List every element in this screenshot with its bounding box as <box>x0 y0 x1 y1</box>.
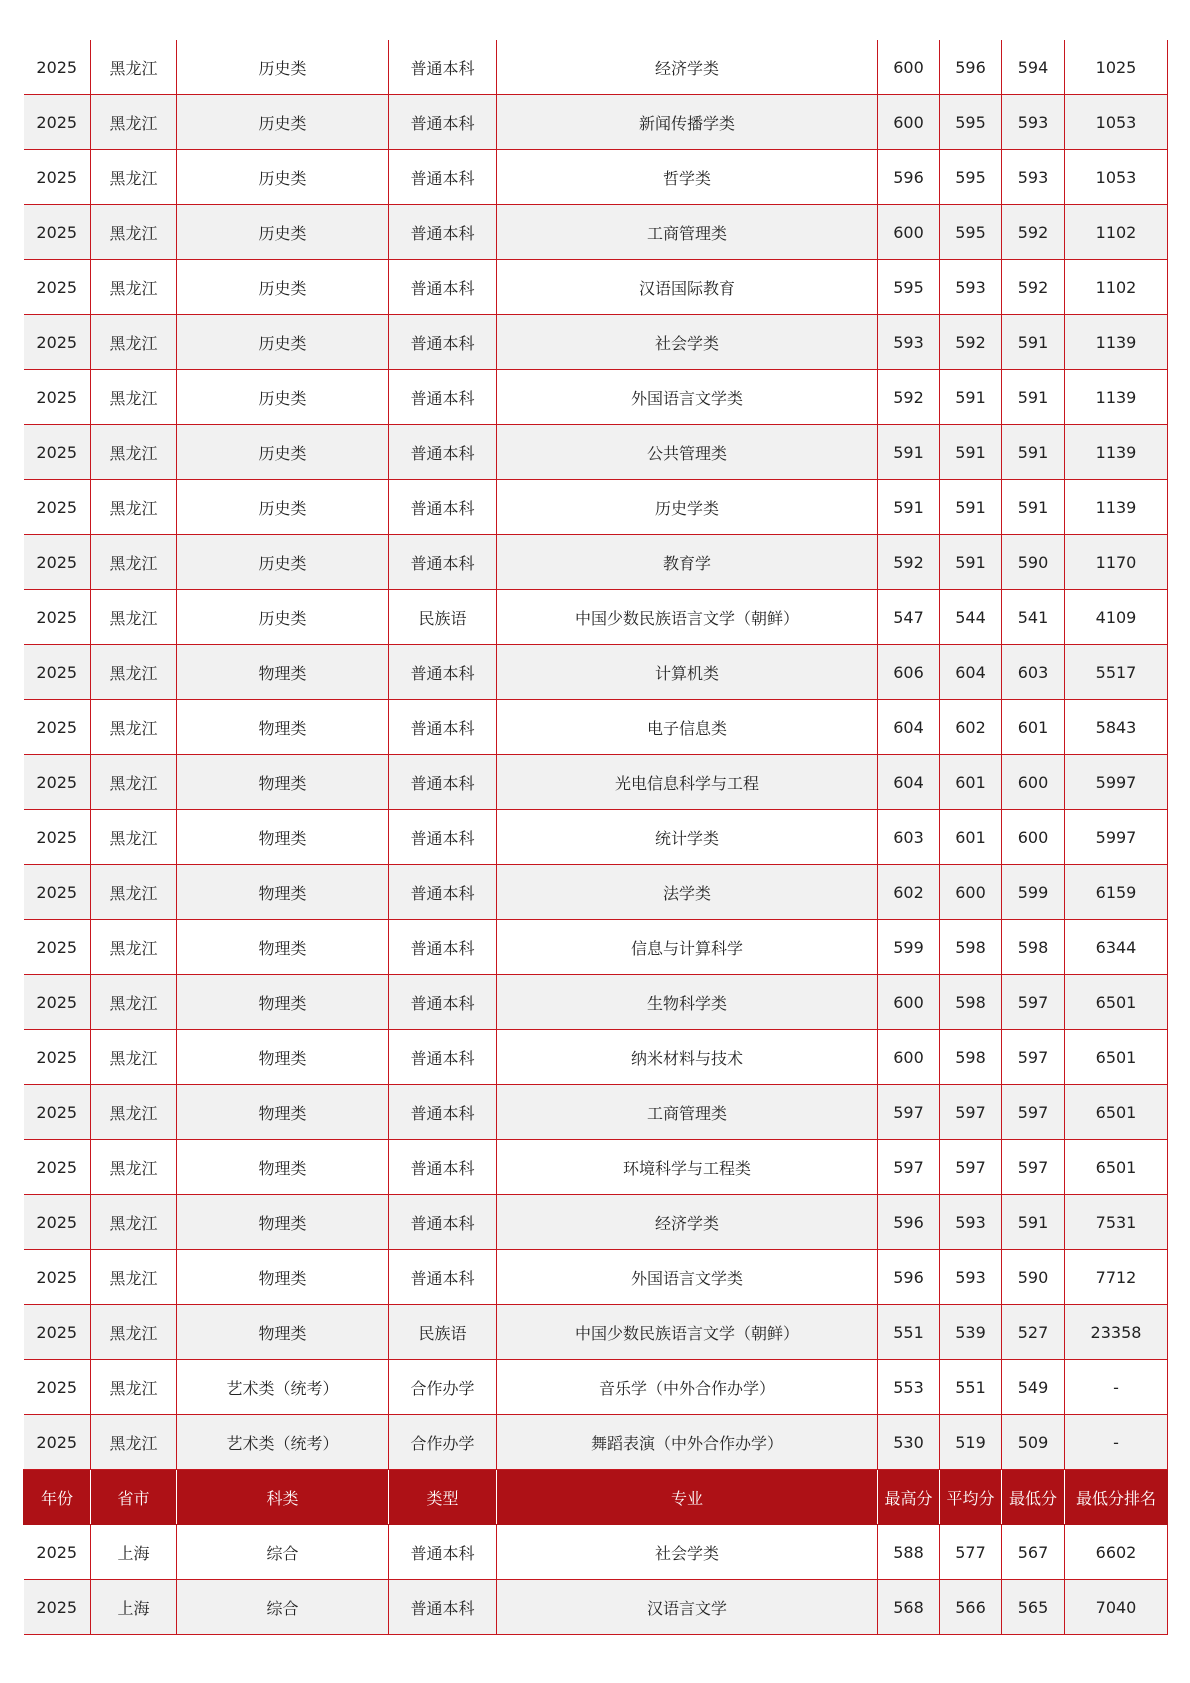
max-score-cell: 591 <box>878 480 940 535</box>
year-cell: 2025 <box>24 1415 91 1470</box>
max-score-cell: 600 <box>878 40 940 95</box>
table-row <box>24 1140 1168 1195</box>
year-cell: 2025 <box>24 95 91 150</box>
major-cell: 生物科学类 <box>497 975 878 1030</box>
year-cell: 2025 <box>24 645 91 700</box>
header-max-score: 最高分 <box>878 1470 940 1525</box>
subject-category-cell: 历史类 <box>177 315 389 370</box>
table-row <box>24 1195 1168 1250</box>
table-row <box>24 370 1168 425</box>
year-cell: 2025 <box>24 1360 91 1415</box>
year-cell: 2025 <box>24 535 91 590</box>
header-min-score: 最低分 <box>1002 1470 1065 1525</box>
subject-category-cell: 物理类 <box>177 645 389 700</box>
province-cell: 黑龙江 <box>91 315 177 370</box>
min-rank-cell: 6501 <box>1065 1140 1168 1195</box>
major-cell: 工商管理类 <box>497 205 878 260</box>
max-score-cell: 600 <box>878 1030 940 1085</box>
avg-score-cell: 593 <box>940 260 1002 315</box>
type-cell: 普通本科 <box>389 1195 497 1250</box>
subject-category-cell: 物理类 <box>177 1195 389 1250</box>
major-cell: 新闻传播学类 <box>497 95 878 150</box>
type-cell: 普通本科 <box>389 315 497 370</box>
type-cell: 普通本科 <box>389 1250 497 1305</box>
major-cell: 音乐学（中外合作办学） <box>497 1360 878 1415</box>
year-cell: 2025 <box>24 590 91 645</box>
type-cell: 普通本科 <box>389 1030 497 1085</box>
province-cell: 黑龙江 <box>91 1085 177 1140</box>
table-row <box>24 1030 1168 1085</box>
max-score-cell: 597 <box>878 1085 940 1140</box>
min-score-cell: 527 <box>1002 1305 1065 1360</box>
avg-score-cell: 598 <box>940 975 1002 1030</box>
min-score-cell: 565 <box>1002 1580 1065 1635</box>
province-cell: 黑龙江 <box>91 150 177 205</box>
avg-score-cell: 600 <box>940 865 1002 920</box>
type-cell: 普通本科 <box>389 1085 497 1140</box>
year-cell: 2025 <box>24 1085 91 1140</box>
type-cell: 普通本科 <box>389 370 497 425</box>
subject-category-cell: 物理类 <box>177 755 389 810</box>
major-cell: 外国语言文学类 <box>497 370 878 425</box>
year-cell: 2025 <box>24 1525 91 1580</box>
admission-scores-table <box>23 40 1168 1635</box>
max-score-cell: 553 <box>878 1360 940 1415</box>
major-cell: 电子信息类 <box>497 700 878 755</box>
min-rank-cell: 1139 <box>1065 480 1168 535</box>
avg-score-cell: 551 <box>940 1360 1002 1415</box>
table-row <box>24 150 1168 205</box>
max-score-cell: 593 <box>878 315 940 370</box>
year-cell: 2025 <box>24 1140 91 1195</box>
table-row <box>24 755 1168 810</box>
subject-category-cell: 物理类 <box>177 810 389 865</box>
avg-score-cell: 591 <box>940 535 1002 590</box>
major-cell: 统计学类 <box>497 810 878 865</box>
max-score-cell: 588 <box>878 1525 940 1580</box>
type-cell: 合作办学 <box>389 1360 497 1415</box>
province-cell: 黑龙江 <box>91 260 177 315</box>
year-cell: 2025 <box>24 1305 91 1360</box>
type-cell: 普通本科 <box>389 150 497 205</box>
province-cell: 黑龙江 <box>91 755 177 810</box>
max-score-cell: 596 <box>878 1195 940 1250</box>
max-score-cell: 603 <box>878 810 940 865</box>
province-cell: 黑龙江 <box>91 700 177 755</box>
type-cell: 普通本科 <box>389 425 497 480</box>
subject-category-cell: 艺术类（统考） <box>177 1360 389 1415</box>
province-cell: 黑龙江 <box>91 810 177 865</box>
min-score-cell: 593 <box>1002 150 1065 205</box>
year-cell: 2025 <box>24 865 91 920</box>
min-score-cell: 600 <box>1002 755 1065 810</box>
subject-category-cell: 艺术类（统考） <box>177 1415 389 1470</box>
subject-category-cell: 物理类 <box>177 920 389 975</box>
avg-score-cell: 592 <box>940 315 1002 370</box>
table-row <box>24 1415 1168 1470</box>
major-cell: 经济学类 <box>497 1195 878 1250</box>
type-cell: 民族语 <box>389 1305 497 1360</box>
avg-score-cell: 595 <box>940 150 1002 205</box>
min-score-cell: 590 <box>1002 1250 1065 1305</box>
major-cell: 信息与计算科学 <box>497 920 878 975</box>
subject-category-cell: 历史类 <box>177 480 389 535</box>
header-type: 类型 <box>389 1470 497 1525</box>
max-score-cell: 592 <box>878 370 940 425</box>
province-cell: 黑龙江 <box>91 370 177 425</box>
subject-category-cell: 历史类 <box>177 40 389 95</box>
min-rank-cell: 1139 <box>1065 425 1168 480</box>
subject-category-cell: 物理类 <box>177 1030 389 1085</box>
subject-category-cell: 物理类 <box>177 700 389 755</box>
min-rank-cell: 5997 <box>1065 810 1168 865</box>
min-rank-cell: - <box>1065 1360 1168 1415</box>
province-cell: 上海 <box>91 1580 177 1635</box>
province-cell: 黑龙江 <box>91 645 177 700</box>
min-rank-cell: 1053 <box>1065 95 1168 150</box>
min-score-cell: 593 <box>1002 95 1065 150</box>
table-row <box>24 1580 1168 1635</box>
min-score-cell: 592 <box>1002 205 1065 260</box>
type-cell: 普通本科 <box>389 975 497 1030</box>
province-cell: 黑龙江 <box>91 535 177 590</box>
min-score-cell: 509 <box>1002 1415 1065 1470</box>
year-cell: 2025 <box>24 370 91 425</box>
max-score-cell: 595 <box>878 260 940 315</box>
subject-category-cell: 综合 <box>177 1525 389 1580</box>
min-score-cell: 599 <box>1002 865 1065 920</box>
min-rank-cell: 4109 <box>1065 590 1168 645</box>
province-cell: 上海 <box>91 1525 177 1580</box>
avg-score-cell: 593 <box>940 1250 1002 1305</box>
max-score-cell: 591 <box>878 425 940 480</box>
province-cell: 黑龙江 <box>91 1305 177 1360</box>
min-score-cell: 598 <box>1002 920 1065 975</box>
min-score-cell: 594 <box>1002 40 1065 95</box>
max-score-cell: 547 <box>878 590 940 645</box>
min-score-cell: 591 <box>1002 315 1065 370</box>
type-cell: 普通本科 <box>389 95 497 150</box>
min-rank-cell: 1025 <box>1065 40 1168 95</box>
min-rank-cell: 7531 <box>1065 1195 1168 1250</box>
year-cell: 2025 <box>24 205 91 260</box>
year-cell: 2025 <box>24 1030 91 1085</box>
avg-score-cell: 544 <box>940 590 1002 645</box>
major-cell: 舞蹈表演（中外合作办学） <box>497 1415 878 1470</box>
subject-category-cell: 物理类 <box>177 975 389 1030</box>
min-score-cell: 591 <box>1002 480 1065 535</box>
province-cell: 黑龙江 <box>91 1195 177 1250</box>
year-cell: 2025 <box>24 40 91 95</box>
min-score-cell: 592 <box>1002 260 1065 315</box>
avg-score-cell: 519 <box>940 1415 1002 1470</box>
table-row <box>24 1360 1168 1415</box>
max-score-cell: 597 <box>878 1140 940 1195</box>
min-score-cell: 597 <box>1002 1030 1065 1085</box>
avg-score-cell: 598 <box>940 920 1002 975</box>
max-score-cell: 606 <box>878 645 940 700</box>
avg-score-cell: 598 <box>940 1030 1002 1085</box>
table-row <box>24 95 1168 150</box>
min-rank-cell: 5517 <box>1065 645 1168 700</box>
province-cell: 黑龙江 <box>91 920 177 975</box>
min-rank-cell: - <box>1065 1415 1168 1470</box>
min-score-cell: 603 <box>1002 645 1065 700</box>
year-cell: 2025 <box>24 755 91 810</box>
year-cell: 2025 <box>24 700 91 755</box>
avg-score-cell: 602 <box>940 700 1002 755</box>
table-row <box>24 1085 1168 1140</box>
major-cell: 工商管理类 <box>497 1085 878 1140</box>
max-score-cell: 604 <box>878 700 940 755</box>
max-score-cell: 602 <box>878 865 940 920</box>
major-cell: 中国少数民族语言文学（朝鲜） <box>497 590 878 645</box>
max-score-cell: 600 <box>878 975 940 1030</box>
table-row <box>24 315 1168 370</box>
subject-category-cell: 综合 <box>177 1580 389 1635</box>
subject-category-cell: 物理类 <box>177 1140 389 1195</box>
avg-score-cell: 591 <box>940 370 1002 425</box>
avg-score-cell: 601 <box>940 755 1002 810</box>
max-score-cell: 568 <box>878 1580 940 1635</box>
avg-score-cell: 577 <box>940 1525 1002 1580</box>
subject-category-cell: 物理类 <box>177 865 389 920</box>
year-cell: 2025 <box>24 260 91 315</box>
table-row <box>24 425 1168 480</box>
min-rank-cell: 1102 <box>1065 260 1168 315</box>
avg-score-cell: 539 <box>940 1305 1002 1360</box>
table-row <box>24 975 1168 1030</box>
type-cell: 普通本科 <box>389 260 497 315</box>
province-cell: 黑龙江 <box>91 1415 177 1470</box>
min-rank-cell: 6501 <box>1065 1030 1168 1085</box>
major-cell: 汉语国际教育 <box>497 260 878 315</box>
type-cell: 普通本科 <box>389 810 497 865</box>
table-row <box>24 260 1168 315</box>
subject-category-cell: 历史类 <box>177 260 389 315</box>
min-rank-cell: 7040 <box>1065 1580 1168 1635</box>
min-score-cell: 541 <box>1002 590 1065 645</box>
max-score-cell: 600 <box>878 205 940 260</box>
year-cell: 2025 <box>24 1580 91 1635</box>
header-major: 专业 <box>497 1470 878 1525</box>
min-score-cell: 597 <box>1002 1085 1065 1140</box>
year-cell: 2025 <box>24 1195 91 1250</box>
min-score-cell: 600 <box>1002 810 1065 865</box>
major-cell: 环境科学与工程类 <box>497 1140 878 1195</box>
year-cell: 2025 <box>24 920 91 975</box>
min-rank-cell: 1102 <box>1065 205 1168 260</box>
min-rank-cell: 1139 <box>1065 370 1168 425</box>
max-score-cell: 596 <box>878 1250 940 1305</box>
major-cell: 历史学类 <box>497 480 878 535</box>
type-cell: 普通本科 <box>389 865 497 920</box>
max-score-cell: 604 <box>878 755 940 810</box>
table-row <box>24 810 1168 865</box>
year-cell: 2025 <box>24 480 91 535</box>
avg-score-cell: 591 <box>940 480 1002 535</box>
major-cell: 公共管理类 <box>497 425 878 480</box>
type-cell: 普通本科 <box>389 700 497 755</box>
min-rank-cell: 23358 <box>1065 1305 1168 1360</box>
major-cell: 光电信息科学与工程 <box>497 755 878 810</box>
avg-score-cell: 566 <box>940 1580 1002 1635</box>
subject-category-cell: 历史类 <box>177 425 389 480</box>
table-row <box>24 205 1168 260</box>
type-cell: 普通本科 <box>389 480 497 535</box>
type-cell: 普通本科 <box>389 535 497 590</box>
table-row <box>24 920 1168 975</box>
min-rank-cell: 1053 <box>1065 150 1168 205</box>
year-cell: 2025 <box>24 150 91 205</box>
min-rank-cell: 1139 <box>1065 315 1168 370</box>
min-rank-cell: 6344 <box>1065 920 1168 975</box>
type-cell: 普通本科 <box>389 920 497 975</box>
year-cell: 2025 <box>24 425 91 480</box>
header-province: 省市 <box>91 1470 177 1525</box>
table-row <box>24 1525 1168 1580</box>
type-cell: 普通本科 <box>389 1525 497 1580</box>
header-year: 年份 <box>24 1470 91 1525</box>
major-cell: 汉语言文学 <box>497 1580 878 1635</box>
header-min-rank: 最低分排名 <box>1065 1470 1168 1525</box>
province-cell: 黑龙江 <box>91 1030 177 1085</box>
max-score-cell: 600 <box>878 95 940 150</box>
major-cell: 法学类 <box>497 865 878 920</box>
major-cell: 哲学类 <box>497 150 878 205</box>
subject-category-cell: 历史类 <box>177 150 389 205</box>
subject-category-cell: 物理类 <box>177 1305 389 1360</box>
province-cell: 黑龙江 <box>91 205 177 260</box>
table-row <box>24 1250 1168 1305</box>
min-rank-cell: 6602 <box>1065 1525 1168 1580</box>
major-cell: 经济学类 <box>497 40 878 95</box>
major-cell: 社会学类 <box>497 1525 878 1580</box>
min-score-cell: 601 <box>1002 700 1065 755</box>
min-score-cell: 549 <box>1002 1360 1065 1415</box>
min-score-cell: 591 <box>1002 370 1065 425</box>
subject-category-cell: 历史类 <box>177 205 389 260</box>
min-score-cell: 591 <box>1002 1195 1065 1250</box>
province-cell: 黑龙江 <box>91 95 177 150</box>
subject-category-cell: 历史类 <box>177 370 389 425</box>
province-cell: 黑龙江 <box>91 865 177 920</box>
province-cell: 黑龙江 <box>91 40 177 95</box>
major-cell: 外国语言文学类 <box>497 1250 878 1305</box>
subject-category-cell: 物理类 <box>177 1250 389 1305</box>
min-rank-cell: 6159 <box>1065 865 1168 920</box>
table-row <box>24 40 1168 95</box>
max-score-cell: 551 <box>878 1305 940 1360</box>
avg-score-cell: 593 <box>940 1195 1002 1250</box>
type-cell: 普通本科 <box>389 645 497 700</box>
table-row <box>24 480 1168 535</box>
min-score-cell: 597 <box>1002 1140 1065 1195</box>
avg-score-cell: 604 <box>940 645 1002 700</box>
avg-score-cell: 595 <box>940 205 1002 260</box>
min-rank-cell: 6501 <box>1065 1085 1168 1140</box>
province-cell: 黑龙江 <box>91 425 177 480</box>
year-cell: 2025 <box>24 1250 91 1305</box>
avg-score-cell: 597 <box>940 1085 1002 1140</box>
table-row <box>24 700 1168 755</box>
subject-category-cell: 历史类 <box>177 590 389 645</box>
type-cell: 合作办学 <box>389 1415 497 1470</box>
min-score-cell: 590 <box>1002 535 1065 590</box>
table-row <box>24 590 1168 645</box>
major-cell: 计算机类 <box>497 645 878 700</box>
province-cell: 黑龙江 <box>91 590 177 645</box>
table-row <box>24 1305 1168 1360</box>
year-cell: 2025 <box>24 810 91 865</box>
province-cell: 黑龙江 <box>91 1140 177 1195</box>
province-cell: 黑龙江 <box>91 1250 177 1305</box>
min-rank-cell: 7712 <box>1065 1250 1168 1305</box>
header-row <box>24 1470 1168 1525</box>
min-rank-cell: 5843 <box>1065 700 1168 755</box>
subject-category-cell: 历史类 <box>177 535 389 590</box>
major-cell: 社会学类 <box>497 315 878 370</box>
min-score-cell: 591 <box>1002 425 1065 480</box>
type-cell: 普通本科 <box>389 40 497 95</box>
min-rank-cell: 1170 <box>1065 535 1168 590</box>
table-row <box>24 865 1168 920</box>
max-score-cell: 592 <box>878 535 940 590</box>
max-score-cell: 596 <box>878 150 940 205</box>
min-rank-cell: 6501 <box>1065 975 1168 1030</box>
min-score-cell: 567 <box>1002 1525 1065 1580</box>
province-cell: 黑龙江 <box>91 480 177 535</box>
major-cell: 教育学 <box>497 535 878 590</box>
major-cell: 中国少数民族语言文学（朝鲜） <box>497 1305 878 1360</box>
year-cell: 2025 <box>24 315 91 370</box>
type-cell: 普通本科 <box>389 205 497 260</box>
province-cell: 黑龙江 <box>91 975 177 1030</box>
year-cell: 2025 <box>24 975 91 1030</box>
avg-score-cell: 591 <box>940 425 1002 480</box>
subject-category-cell: 历史类 <box>177 95 389 150</box>
province-cell: 黑龙江 <box>91 1360 177 1415</box>
avg-score-cell: 601 <box>940 810 1002 865</box>
header-avg-score: 平均分 <box>940 1470 1002 1525</box>
subject-category-cell: 物理类 <box>177 1085 389 1140</box>
type-cell: 普通本科 <box>389 1140 497 1195</box>
min-rank-cell: 5997 <box>1065 755 1168 810</box>
major-cell: 纳米材料与技术 <box>497 1030 878 1085</box>
type-cell: 普通本科 <box>389 755 497 810</box>
type-cell: 普通本科 <box>389 1580 497 1635</box>
min-score-cell: 597 <box>1002 975 1065 1030</box>
avg-score-cell: 596 <box>940 40 1002 95</box>
avg-score-cell: 595 <box>940 95 1002 150</box>
max-score-cell: 599 <box>878 920 940 975</box>
table-row <box>24 645 1168 700</box>
avg-score-cell: 597 <box>940 1140 1002 1195</box>
max-score-cell: 530 <box>878 1415 940 1470</box>
table-row <box>24 535 1168 590</box>
header-subject-category: 科类 <box>177 1470 389 1525</box>
type-cell: 民族语 <box>389 590 497 645</box>
